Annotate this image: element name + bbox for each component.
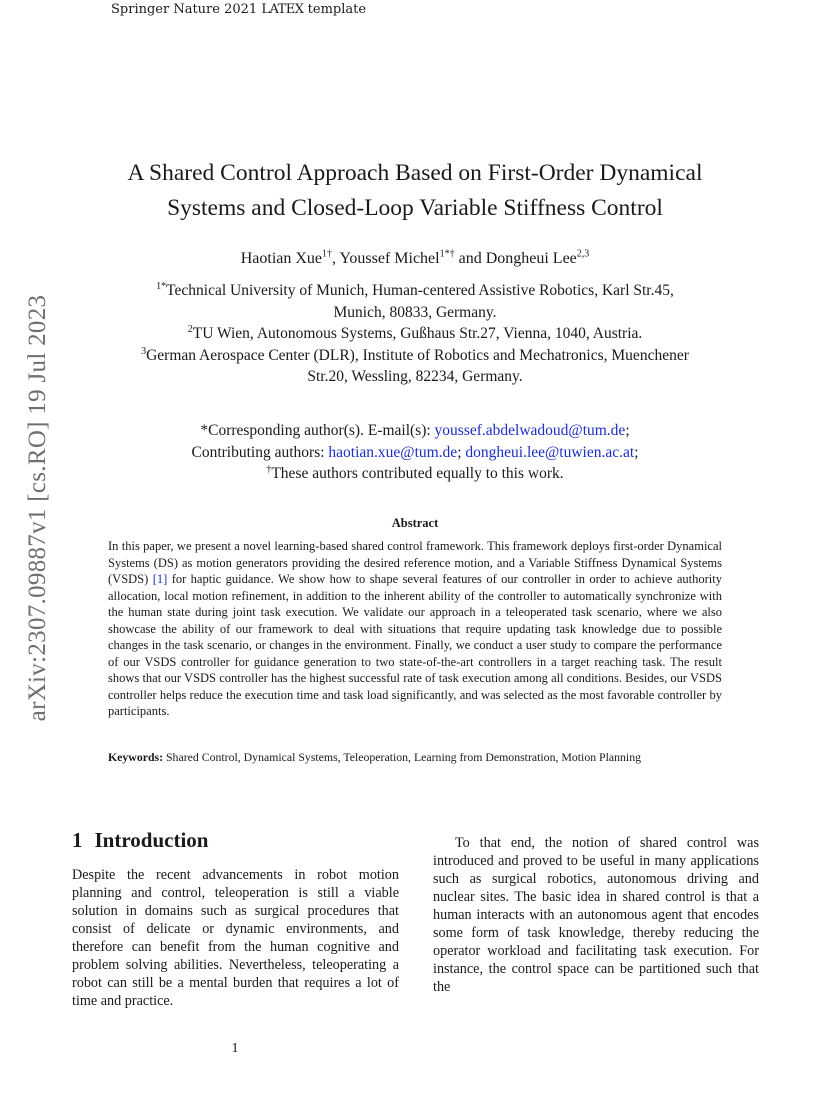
author-1: Haotian Xue	[240, 250, 323, 267]
header-suffix: template	[303, 2, 367, 17]
citation-link[interactable]: [1]	[152, 572, 168, 586]
section-number: 1	[72, 828, 83, 852]
corresponding-prefix: *Corresponding author(s). E-mail(s):	[200, 422, 435, 439]
contributing-prefix: Contributing authors:	[191, 443, 329, 461]
latex-logo: LATEX	[261, 2, 304, 17]
affiliation-2-mark: 2	[187, 323, 193, 335]
title-line-1: A Shared Control Approach Based on First-Order Dynamical	[127, 160, 703, 186]
abstract-text-2: for haptic guidance. We show how to shape several features of our controller in order to achieve authority allocation, local motion refinement, in addition to the inherent ability of the controller to automatically synchronize with the human state during joint task execution. We validate our approach in a teleoperated task scenario, where we also showcase the ability of our framework to deal with situations that require updating task knowledge due to possible changes in the task scenario, or changes in the environment. Finally, we conduct a user study to compare the performance of our VSDS controller for guidance generation to two state-of-the-art controllers in a target reaching task. The result shows that our VSDS controller has the highest successful rate of task execution among all conditions. Besides, our VSDS controller helps reduce the execution time and task load significantly, and was selected as the most favorable controller by participants.	[108, 572, 722, 718]
abstract-text-1: In this paper, we present a novel learning-based shared control framework. This framework deploys first-order Dynamical Systems (DS) as motion generators providing the desired reference motion, and a Variable Stiffness Dynamical Systems (VSDS)	[108, 539, 722, 586]
contributor-email-link-2[interactable]: dongheui.lee@tuwien.ac.at	[465, 443, 635, 461]
affiliation-1-mark: 1*	[156, 280, 167, 292]
abstract-body	[108, 538, 722, 720]
section-title: Introduction	[94, 828, 209, 852]
affiliation-2	[70, 323, 760, 345]
author-3-mark: 2,3	[576, 248, 590, 260]
keywords-label: Keywords:	[108, 750, 164, 764]
contributing-authors	[70, 442, 760, 464]
intro-left-column: Despite the recent advancements in robot motion planning and control, teleoperation is still a viable solution in domains such as surgical procedures that consist of delicate or dynamic environments, and therefore can benefit from the human cognitive and problem solving abilities. Nevertheless, teleoperating a robot can still be a mental burden that requires a lot of time and practice.	[72, 867, 399, 1009]
author-1-mark: 1†	[322, 248, 333, 260]
contributor-email-link-1[interactable]: haotian.xue@tum.de	[328, 443, 458, 461]
keywords	[108, 750, 722, 765]
author-2: Youssef Michel	[339, 250, 440, 267]
affiliation-3	[70, 345, 760, 367]
contributing-semicolon: ;	[634, 443, 639, 461]
affiliation-2-text: TU Wien, Autonomous Systems, Gußhaus Str.27, Vienna, 1040, Austria.	[192, 325, 643, 342]
keywords-text: Shared Control, Dynamical Systems, Teleoperation, Learning from Demonstration, Motion Planning	[163, 750, 642, 764]
affiliation-1-line-2: Munich, 80833, Germany.	[333, 303, 497, 321]
intro-right-column: To that end, the notion of shared control was introduced and proved to be useful in many applications such as surgical robotics, autonomous driving and nuclear sites. The basic idea in shared control is that a human interacts with an autonomous agent that encodes some form of task knowledge, thereby reducing the operator workload and facilitating task execution. For instance, the control space can be partitioned such that the	[433, 835, 759, 995]
affiliation-1	[70, 280, 760, 302]
author-3: Dongheui Lee	[485, 250, 577, 267]
arxiv-identifier: arXiv:2307.09887v1 [cs.RO] 19 Jul 2023	[24, 294, 51, 722]
affiliation-3-mark: 3	[141, 345, 147, 357]
author-list: Haotian Xue$^{1\dagger}$, Youssef Michel$^{1*\dagger}$ and Dongheui Lee$^{2,3}$	[240, 248, 590, 267]
dagger-mark: †	[266, 463, 272, 475]
contact-info	[70, 420, 760, 485]
page-number: 1	[231, 1041, 239, 1056]
abstract-heading: Abstract	[391, 516, 439, 530]
equal-contribution-text: These authors contributed equally to this work.	[271, 465, 564, 482]
title-line-2: Systems and Closed-Loop Variable Stiffness Control	[167, 195, 663, 221]
corresponding-author	[70, 420, 760, 442]
header-text: Springer Nature 2021	[111, 2, 262, 17]
affiliation-1-line-1: Technical University of Munich, Human-centered Assistive Robotics, Karl Str.45,	[166, 282, 674, 299]
author-2-mark: 1*†	[439, 248, 455, 260]
equal-contribution-note	[70, 463, 760, 485]
affiliation-3-line-2: Str.20, Wessling, 82234, Germany.	[307, 368, 523, 385]
corresponding-email-link[interactable]: youssef.abdelwadoud@tum.de	[434, 422, 626, 439]
paper-title	[40, 156, 790, 226]
contributor-separator: ;	[457, 443, 466, 461]
section-heading	[72, 828, 208, 853]
corresponding-semicolon: ;	[625, 422, 630, 439]
affiliations	[70, 280, 760, 388]
running-header	[111, 2, 366, 17]
affiliation-3-line-1: German Aerospace Center (DLR), Institute of Robotics and Mechatronics, Muenchener	[146, 346, 689, 364]
author-separator: and	[454, 250, 486, 267]
